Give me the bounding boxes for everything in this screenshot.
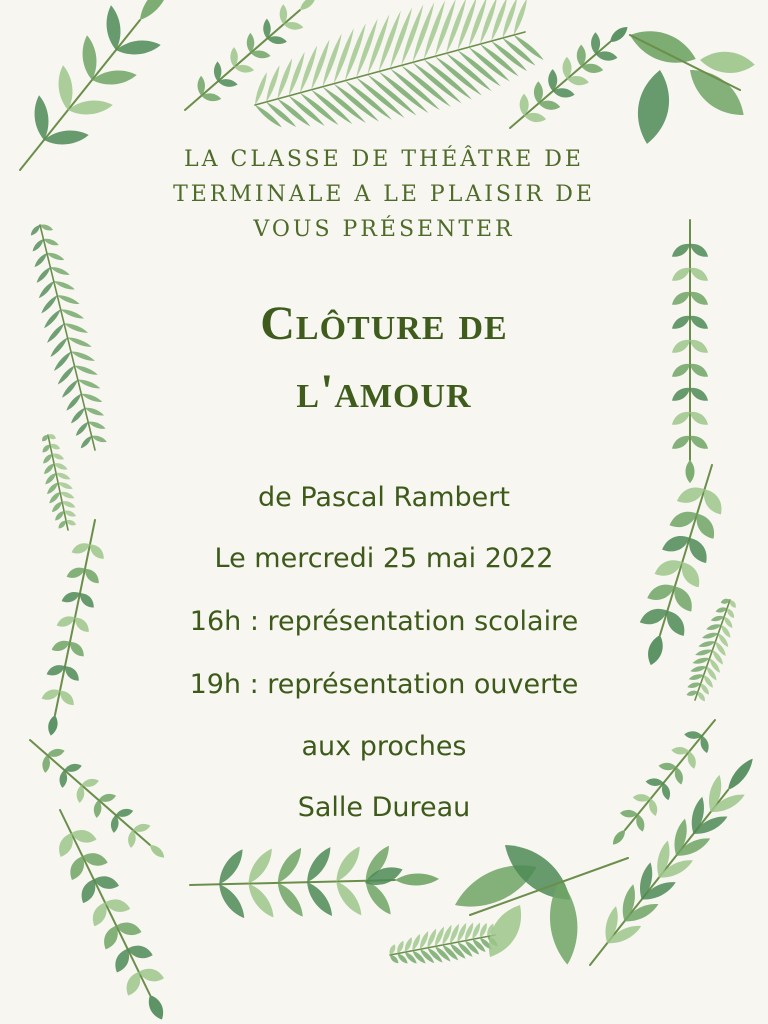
leaf-shape — [92, 874, 120, 892]
leaf-shape — [33, 252, 49, 269]
date-line: Le mercredi 25 mai 2022 — [214, 543, 554, 574]
play-title-line-1: Clôture de — [260, 297, 508, 350]
leaf-shape — [286, 51, 306, 97]
leaf-shape — [699, 50, 756, 76]
intro-line-2: TERMINALE A LE PLAISIR DE — [173, 182, 595, 207]
leaf-shape — [253, 103, 283, 129]
leaf-shape — [214, 881, 249, 922]
stem-line — [185, 10, 300, 110]
intro-line-1: LA CLASSE DE THÉÂTRE DE — [184, 147, 584, 172]
leaf-shape — [275, 58, 294, 100]
leaf-shape — [70, 827, 98, 845]
leaf-shape — [298, 45, 320, 94]
session-school-line: 16h : représentation scolaire — [189, 606, 579, 637]
intro-line-3: VOUS PRÉSENTER — [253, 217, 515, 242]
leaf-shape — [214, 846, 247, 888]
author-line: de Pascal Rambert — [258, 482, 510, 513]
leaf-shape — [388, 67, 441, 112]
leaf-shape — [302, 844, 335, 886]
leaf-shape — [35, 266, 52, 285]
leaf-shape — [145, 992, 168, 1022]
leaf-shape — [395, 873, 439, 886]
leaf-shape — [74, 420, 90, 437]
leaf-shape — [302, 879, 337, 920]
play-title-line-2: l'amour — [296, 365, 472, 418]
leaf-shape — [331, 843, 364, 885]
leaf-shape — [104, 897, 132, 915]
leaf-shape — [273, 845, 306, 887]
leaf-shape — [298, 0, 319, 13]
leaf-shape — [400, 64, 453, 109]
venue-line: Salle Dureau — [297, 792, 471, 823]
session-open-line-continued: aux proches — [301, 731, 467, 762]
leaf-shape — [332, 878, 367, 919]
leaf-shape — [644, 633, 666, 667]
leaf-shape — [632, 67, 675, 146]
leaf-shape — [686, 460, 695, 483]
leaf-shape — [244, 845, 277, 887]
leaf-shape — [126, 943, 154, 961]
leaf-shape — [81, 850, 109, 868]
leaf-shape — [264, 65, 282, 103]
leaf-shape — [137, 966, 165, 984]
leaf-shape — [115, 920, 143, 938]
session-open-line: 19h : représentation ouverte — [189, 669, 579, 700]
leaf-shape — [273, 879, 308, 920]
leaf-shape — [41, 452, 53, 465]
leaf-shape — [79, 434, 93, 449]
leaf-shape — [244, 880, 279, 921]
leaf-shape — [377, 70, 430, 115]
